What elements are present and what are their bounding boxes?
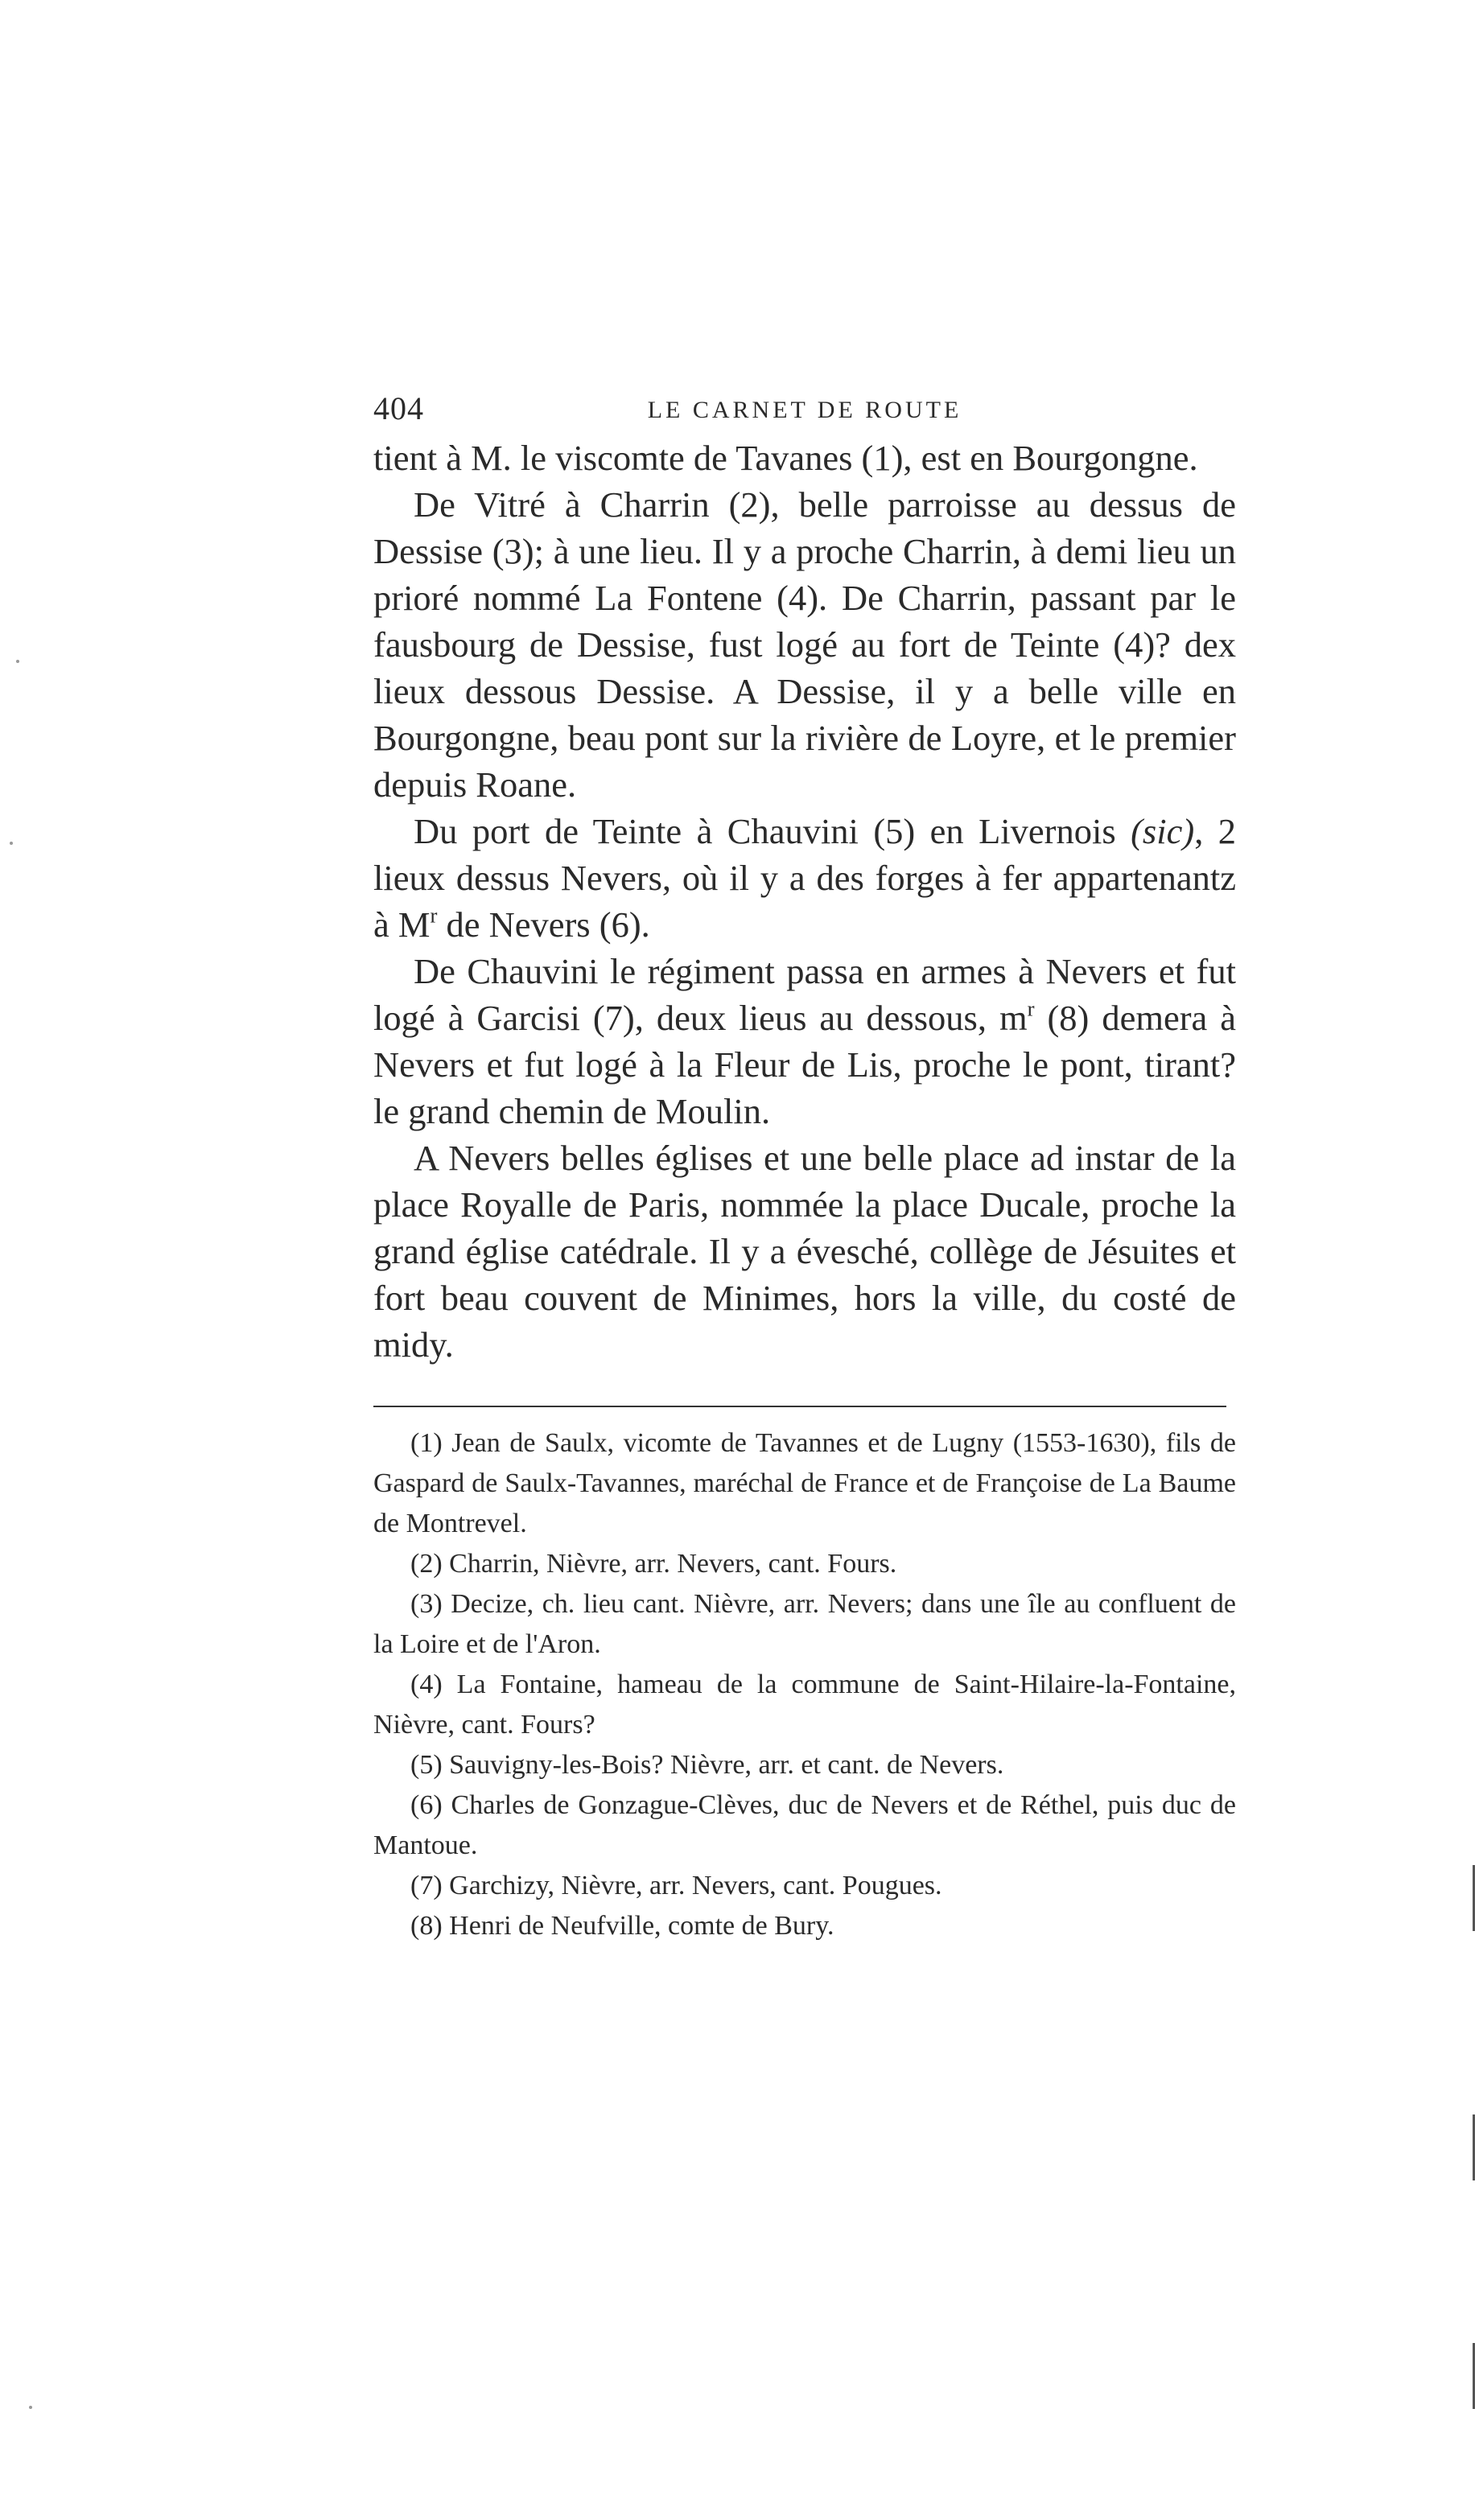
body-paragraph [373,434,1236,481]
paragraph-text: de Nevers (6). [437,904,650,945]
paragraph-text: De Chauvini le régiment passa en armes à Nevers et fut logé à Garcisi (7), deux lieus au dessous, m [373,951,1236,1038]
footnote: (5) Sauvigny-les-Bois? Nièvre, arr. et cant. de Nevers. [410,1750,1004,1780]
footnote: (2) Charrin, Nièvre, arr. Nevers, cant. Fours. [410,1549,897,1579]
paragraph-text: Du port de Teinte à Chauvini (5) en Livernois [414,811,1131,851]
footnote: (1) Jean de Saulx, vicomte de Tavannes et de Lugny (1553-1630), fils de Gaspard de Saulx-Tavannes, maréchal de France et de Françoise de La Baume de Montrevel. [373,1428,1236,1538]
body-paragraph [373,481,1236,808]
paragraph-text: De Vitré à Charrin (2), belle parroisse au dessus de Dessise (3); à une lieu. Il y a proche Charrin, à demi lieu un prioré nommé La Fontene (4). De Charrin, passant par le fausbourg de Dessise, fust logé au fort de Teinte (4)? dex lieux dessous Dessise. A Dessise, il y a belle ville en Bourgongne, beau pont sur la rivière de Loyre, et le premier depuis Roane. [373,484,1236,805]
footnote: (7) Garchizy, Nièvre, arr. Nevers, cant. Pougues. [410,1871,942,1900]
running-title: LE CARNET DE ROUTE [647,397,962,423]
paragraph-text: (8) demera à Nevers et fut logé à la Fleur de Lis, proche le pont, tirant? le grand chemin de Moulin. [373,998,1237,1131]
page-header [373,385,1236,433]
footnotes [373,1423,1236,1946]
page-number: 404 [373,390,424,426]
italic-text: (sic) [1131,811,1195,851]
scan-speck [10,842,13,845]
footnote: (6) Charles de Gonzague-Clèves, duc de Nevers et de Réthel, puis duc de Mantoue. [373,1790,1236,1860]
footnote-separator [373,1406,1226,1407]
paragraph-text: tient à M. le viscomte de Tavanes (1), est en Bourgongne. [373,438,1198,478]
body-paragraph [373,948,1236,1134]
body-paragraph [373,1134,1236,1368]
scan-speck [29,2406,32,2409]
body-paragraph [373,808,1236,948]
paragraph-text: A Nevers belles églises et une belle place ad instar de la place Royalle de Paris, nommée la place Ducale, proche la grand église catédrale. Il y a évesché, collège de Jésuites et fort beau couvent de Minimes, hors la ville, du costé de midy. [373,1138,1236,1365]
footnote: (4) La Fontaine, hameau de la commune de Saint-Hilaire-la-Fontaine, Nièvre, cant. Fours? [373,1670,1236,1740]
scan-speck [16,660,19,663]
superscript-text: r [1027,996,1035,1021]
body-text [373,434,1236,1368]
page-block [373,385,1236,1946]
superscript-text: r [430,903,438,928]
footnote: (8) Henri de Neufville, comte de Bury. [410,1911,834,1941]
footnote: (3) Decize, ch. lieu cant. Nièvre, arr. Nevers; dans une île au confluent de la Loire et de l'Aron. [373,1589,1236,1659]
paragraph-text: , 2 lieux dessus Nevers, où il y a des forges à fer appartenantz à M [373,811,1236,945]
